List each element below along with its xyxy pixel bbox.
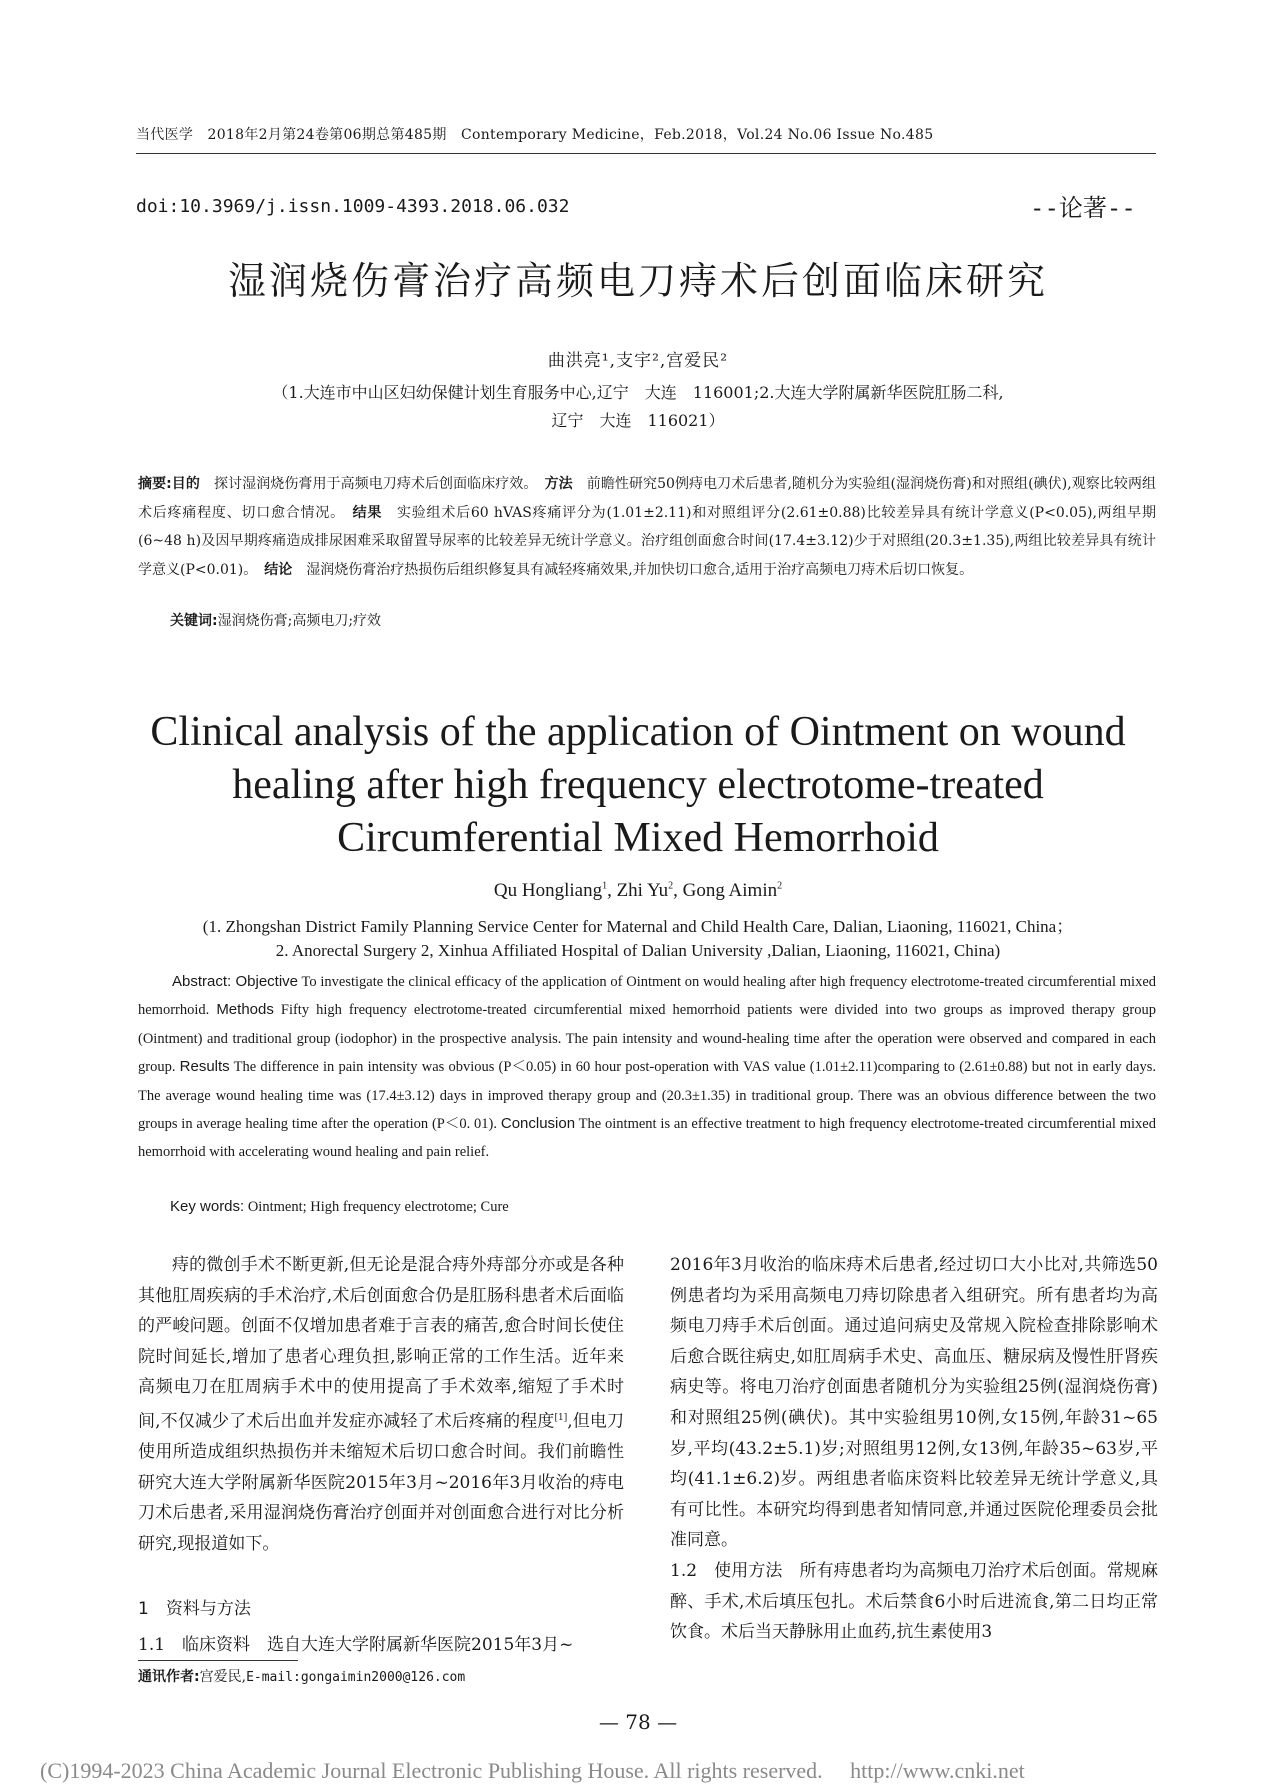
author-affiliation-mark: 2 (777, 880, 783, 892)
cn-abstract-methods: 前瞻性研究50例痔电刀术后患者,随机分为实验组(湿润烧伤膏)和对照组(碘伏),观察比较两组术后疼痛程度、切口愈合情况。 (138, 476, 1157, 521)
en-abstract-methods: Fifty high frequency electrotome-treated circumferential mixed hemorrhoid patients were divided into two groups as improved therapy group (Ointment) and traditional group (iodophor) in the prospective analysis. The pain intensity and wound-healing time after the operation were observed and compared in each group. (138, 1002, 1156, 1076)
chinese-abstract (138, 470, 1156, 584)
journal-header: 当代医学 2018年2月第24卷第06期总第485期 Contemporary Medicine，Feb.2018，Vol.24 No.06 Issue No.485 (136, 127, 934, 143)
english-abstract (138, 968, 1156, 1167)
en-methods-label: Methods (216, 1001, 274, 1019)
cn-abstract-objective: 探讨湿润烧伤膏用于高频电刀痔术后创面临床疗效。 (214, 476, 531, 492)
en-abstract-results: The difference in pain intensity was obvious (P＜0.05) in 60 hour post-operation with VAS value (1.01±2.11)comparing to (2.61±0.88) but not in early days. The average wound healing time was (17.4±3.12) days in improved therapy group and (20.3±1.35) in traditional group. There was an obvious difference between the two groups in average healing time after the operation (P＜0. 01). (138, 1059, 1156, 1133)
chinese-title: 湿润烧伤膏治疗高频电刀痔术后创面临床研究 (227, 259, 1048, 303)
cn-conclusion-label: 结论 (264, 561, 293, 578)
corresponding-email[interactable]: E-mail:gongaimin2000@126.com (246, 1670, 466, 1685)
intro-paragraph (138, 1250, 624, 1560)
corresponding-name: 宫爱民, (199, 1669, 247, 1685)
footnote-divider (138, 1660, 298, 1661)
english-affiliation-line-1: (1. Zhongshan District Family Planning Service Center for Maternal and Child Health Care, Dalian, Liaoning, 116021, China； (202, 917, 1074, 936)
english-affiliation-line-2: 2. Anorectal Surgery 2, Xinhua Affiliated Hospital of Dalian University ,Dalian, Liaoning, 116021, China) (275, 941, 1001, 960)
en-abstract-label: Abstract: Objective (172, 973, 299, 990)
author-affiliation-mark: 2 (668, 880, 674, 892)
en-keywords-text: Ointment; High frequency electrotome; Cure (247, 1199, 509, 1215)
en-conclusion-label: Conclusion (500, 1115, 576, 1133)
method-paragraph: 1.2 使用方法 所有痔患者均为高频电刀治疗术后创面。常规麻醉、手术,术后填压包扎。术后禁食6小时后进流食,第二日均正常饮食。术后当天静脉用止血药,抗生素使用3 (670, 1560, 1158, 1643)
header-divider (136, 153, 1156, 154)
body-right-column (670, 1250, 1158, 1648)
author-name: Qu Hongliang (493, 880, 603, 901)
intro-text-part-1: 痔的微创手术不断更新,但无论是混合痔外痔部分亦或是各种其他肛周疾病的手术治疗,术后创面愈合仍是肛肠科患者术后面临的严峻问题。创面不仅增加患者难于言表的痛苦,愈合时间长使住院时间延长,增加了患者心理负担,影响正常的工作生活。近年来高频电刀在肛周病手术中的使用提高了手术效率,缩短了手术时间,不仅减少了术后出血并发症亦减轻了术后疼痛的程度 (138, 1255, 624, 1432)
author-affiliation-mark: 1 (602, 880, 608, 892)
corresponding-label: 通讯作者: (138, 1669, 200, 1685)
en-results-label: Results (179, 1058, 230, 1076)
clinical-data-paragraph: 2016年3月收治的临床痔术后患者,经过切口大小比对,共筛选50例患者均为采用高频电刀痔切除患者入组研究。所有患者均为高频电刀痔手术后创面。通过追问病史及常规入院检查排除影响术后愈合既往病史,如肛周病手术史、高血压、糖尿病及慢性肝肾疾病史等。将电刀治疗创面患者随机分为实验组25例(湿润烧伤膏)和对照组25例(碘伏)。其中实验组男10例,女15例,年龄31~65岁,平均(43.2±5.1)岁;对照组男12例,女13例,年龄35~63岁,平均(41.1±6.2)岁。两组患者临床资料比较差异无统计学意义,具有可比性。本研究均得到患者知情同意,并通过医院伦理委员会批准同意。 (670, 1255, 1158, 1551)
english-authors: Qu Hongliang$^1$, Zhi Yu$^2$, Gong Aimin$^2$ (493, 880, 783, 901)
english-keywords (170, 1198, 509, 1216)
article-type-label: --论著-- (1030, 194, 1136, 222)
subsection-clinical-data: 1.1 临床资料 选自大连大学附属新华医院2015年3月~ (138, 1635, 574, 1655)
chinese-keywords (170, 610, 381, 630)
corresponding-author-note (138, 1666, 465, 1686)
cn-abstract-label: 摘要:目的 (138, 476, 200, 492)
english-title: Clinical analysis of the application of Ointment on wound healing after high frequency electrotome-treated Circumferential Mixed Hemorrhoid (150, 709, 1126, 861)
en-abstract-conclusion: The ointment is an effective treatment to high frequency electrotome-treated circumferential mixed hemorrhoid with accelerating wound healing and pain relief. (138, 1116, 1156, 1161)
cn-results-label: 结果 (352, 504, 383, 521)
body-left-column (138, 1250, 624, 1560)
citation-ref[interactable]: [1] (554, 1412, 568, 1423)
cn-abstract-results: 实验组术后60 hVAS疼痛评分为(1.01±2.11)和对照组评分(2.61±0.88)比较差异具有统计学意义(P<0.05),两组早期(6~48 h)及因早期疼痛造成排尿困难采取留置导尿率的比较差异无统计学意义。治疗组创面愈合时间(17.4±3.12)少于对照组(20.3±1.35),两组比较差异具有统计学意义(P<0.01)。 (138, 504, 1157, 578)
author-name: Gong Aimin (682, 880, 778, 901)
copyright-watermark: (C)1994-2023 China Academic Journal Electronic Publishing House. All rights reserved. http://www.cnki.net (40, 1758, 1025, 1783)
author-name: Zhi Yu (616, 880, 669, 901)
en-keywords-label: Key words: (170, 1198, 245, 1215)
chinese-affiliation-line-2: 辽宁 大连 116021） (551, 411, 725, 430)
cn-keywords-text: 湿润烧伤膏;高频电刀;疗效 (217, 613, 382, 629)
cn-abstract-conclusion: 湿润烧伤膏治疗热损伤后组织修复具有减轻疼痛效果,并加快切口愈合,适用于治疗高频电刀痔术后切口恢复。 (306, 561, 974, 578)
chinese-authors: 曲洪亮¹,支宇²,宫爱民² (547, 351, 729, 371)
doi-line: doi:10.3969/j.issn.1009-4393.2018.06.032 (136, 196, 570, 217)
cn-methods-label: 方法 (544, 476, 573, 492)
cn-keywords-label: 关键词: (170, 613, 218, 629)
page-number: — 78 — (598, 1710, 678, 1734)
en-abstract-objective: To investigate the clinical efficacy of the application of Ointment on would healing after high frequency electrotome-treated circumferential mixed hemorrhoid. (138, 974, 1157, 1019)
chinese-affiliation-line-1: （1.大连市中山区妇幼保健计划生育服务中心,辽宁 大连 116001;2.大连大学附属新华医院肛肠二科, (272, 383, 1004, 402)
intro-text-part-2: ,但电刀使用所造成组织热损伤并未缩短术后切口愈合时间。我们前瞻性研究大连大学附属新华医院2015年3月~2016年3月收治的痔电刀术后患者,采用湿润烧伤膏治疗创面并对创面愈合进行对比分析研究,现报道如下。 (138, 1411, 625, 1554)
section-heading: 1 资料与方法 (138, 1599, 251, 1619)
